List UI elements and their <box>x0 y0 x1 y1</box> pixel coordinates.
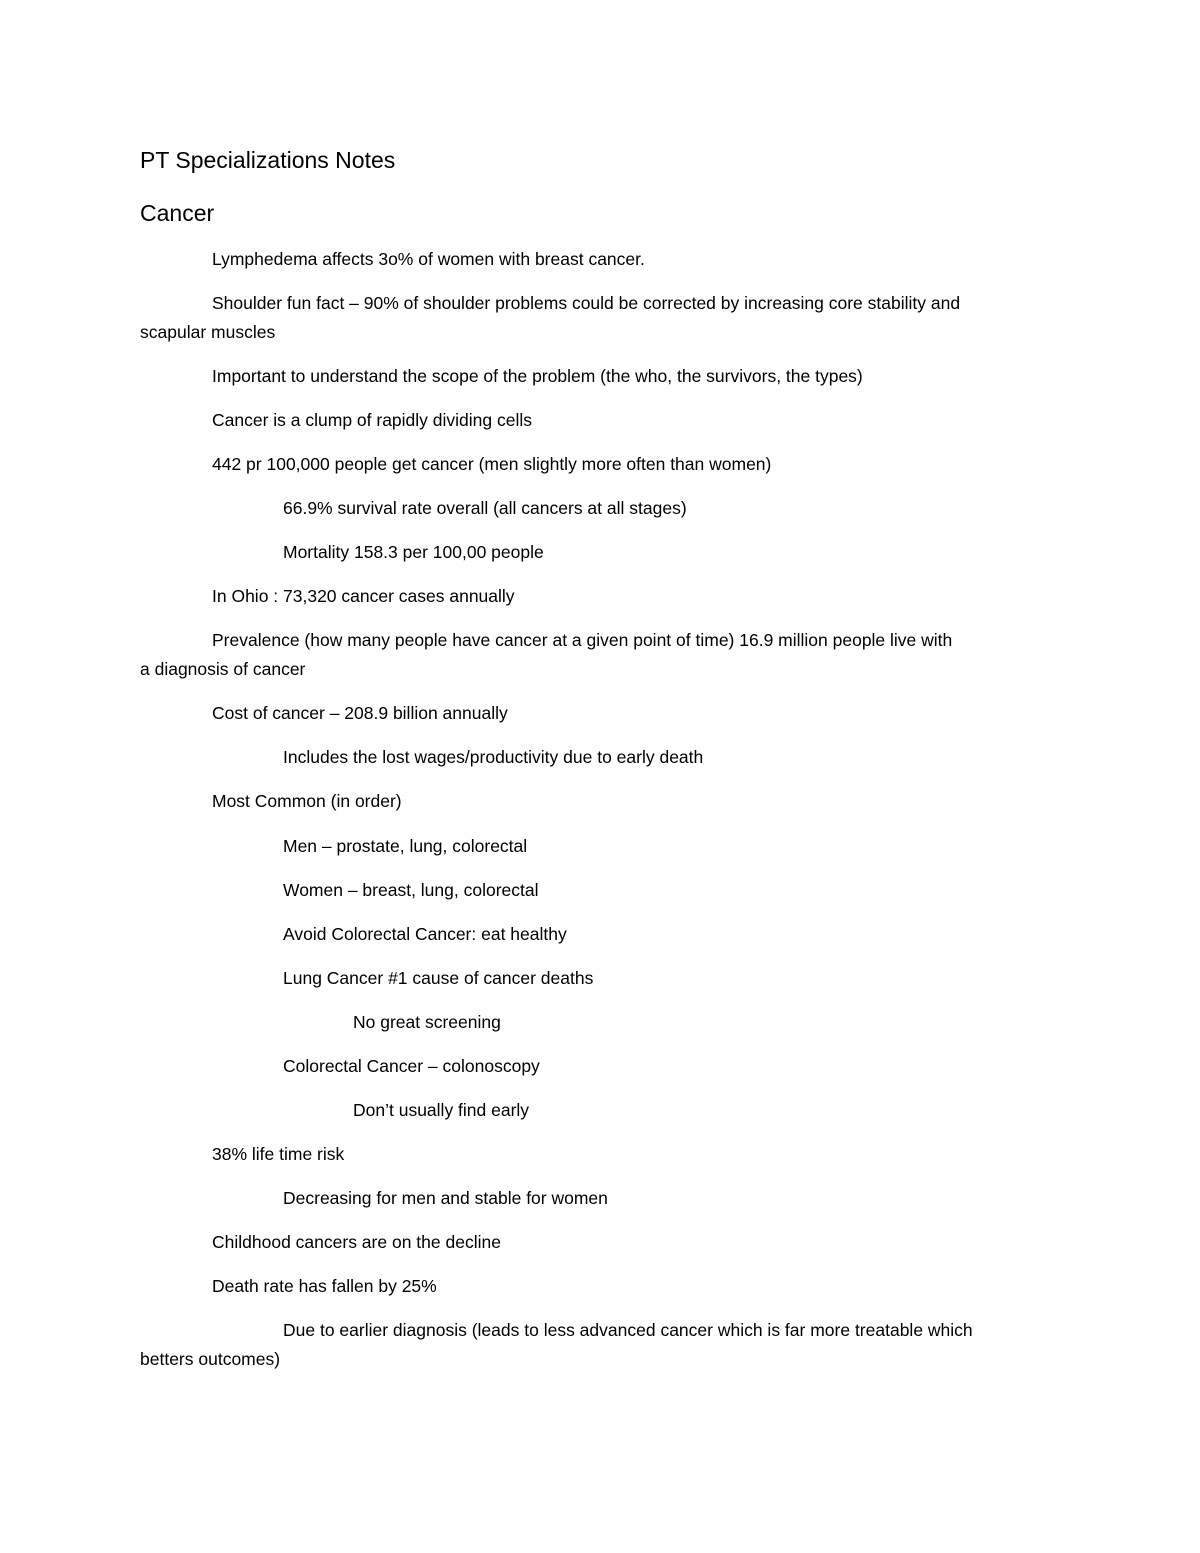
note-line-continuation: a diagnosis of cancer <box>140 659 306 679</box>
note-line: Shoulder fun fact – 90% of shoulder problems could be corrected by increasing core stability and <box>212 293 961 313</box>
note-line-continuation: scapular muscles <box>140 322 276 342</box>
note-line: Most Common (in order) <box>212 791 402 811</box>
note-line: Death rate has fallen by 25% <box>212 1276 437 1296</box>
note-line: Childhood cancers are on the decline <box>212 1232 501 1252</box>
note-subline: Includes the lost wages/productivity due to early death <box>283 747 704 767</box>
section-heading: Cancer <box>140 200 215 226</box>
note-line: Lymphedema affects 3o% of women with breast cancer. <box>212 249 645 269</box>
note-subline: Decreasing for men and stable for women <box>283 1188 608 1208</box>
note-subline: 66.9% survival rate overall (all cancers at all stages) <box>283 498 687 518</box>
note-line: In Ohio : 73,320 cancer cases annually <box>212 586 515 606</box>
note-subline: Colorectal Cancer – colonoscopy <box>283 1056 540 1076</box>
note-subsubline: No great screening <box>353 1012 501 1032</box>
note-subline: Avoid Colorectal Cancer: eat healthy <box>283 924 567 944</box>
note-line-continuation: betters outcomes) <box>140 1349 281 1369</box>
page-title: PT Specializations Notes <box>140 147 396 173</box>
note-subline: Lung Cancer #1 cause of cancer deaths <box>283 968 594 988</box>
note-line: 38% life time risk <box>212 1144 345 1164</box>
note-line: Cancer is a clump of rapidly dividing cells <box>212 410 532 430</box>
note-subline: Men – prostate, lung, colorectal <box>283 836 528 856</box>
note-line: Cost of cancer – 208.9 billion annually <box>212 703 508 723</box>
note-subline: Mortality 158.3 per 100,00 people <box>283 542 544 562</box>
note-line: Important to understand the scope of the problem (the who, the survivors, the types) <box>212 366 863 386</box>
note-subline: Women – breast, lung, colorectal <box>283 880 539 900</box>
note-subsubline: Don’t usually find early <box>353 1100 530 1120</box>
note-line: Prevalence (how many people have cancer at a given point of time) 16.9 million people live with <box>212 630 953 650</box>
note-subline: Due to earlier diagnosis (leads to less advanced cancer which is far more treatable which <box>283 1320 973 1340</box>
note-line: 442 pr 100,000 people get cancer (men slightly more often than women) <box>212 454 772 474</box>
